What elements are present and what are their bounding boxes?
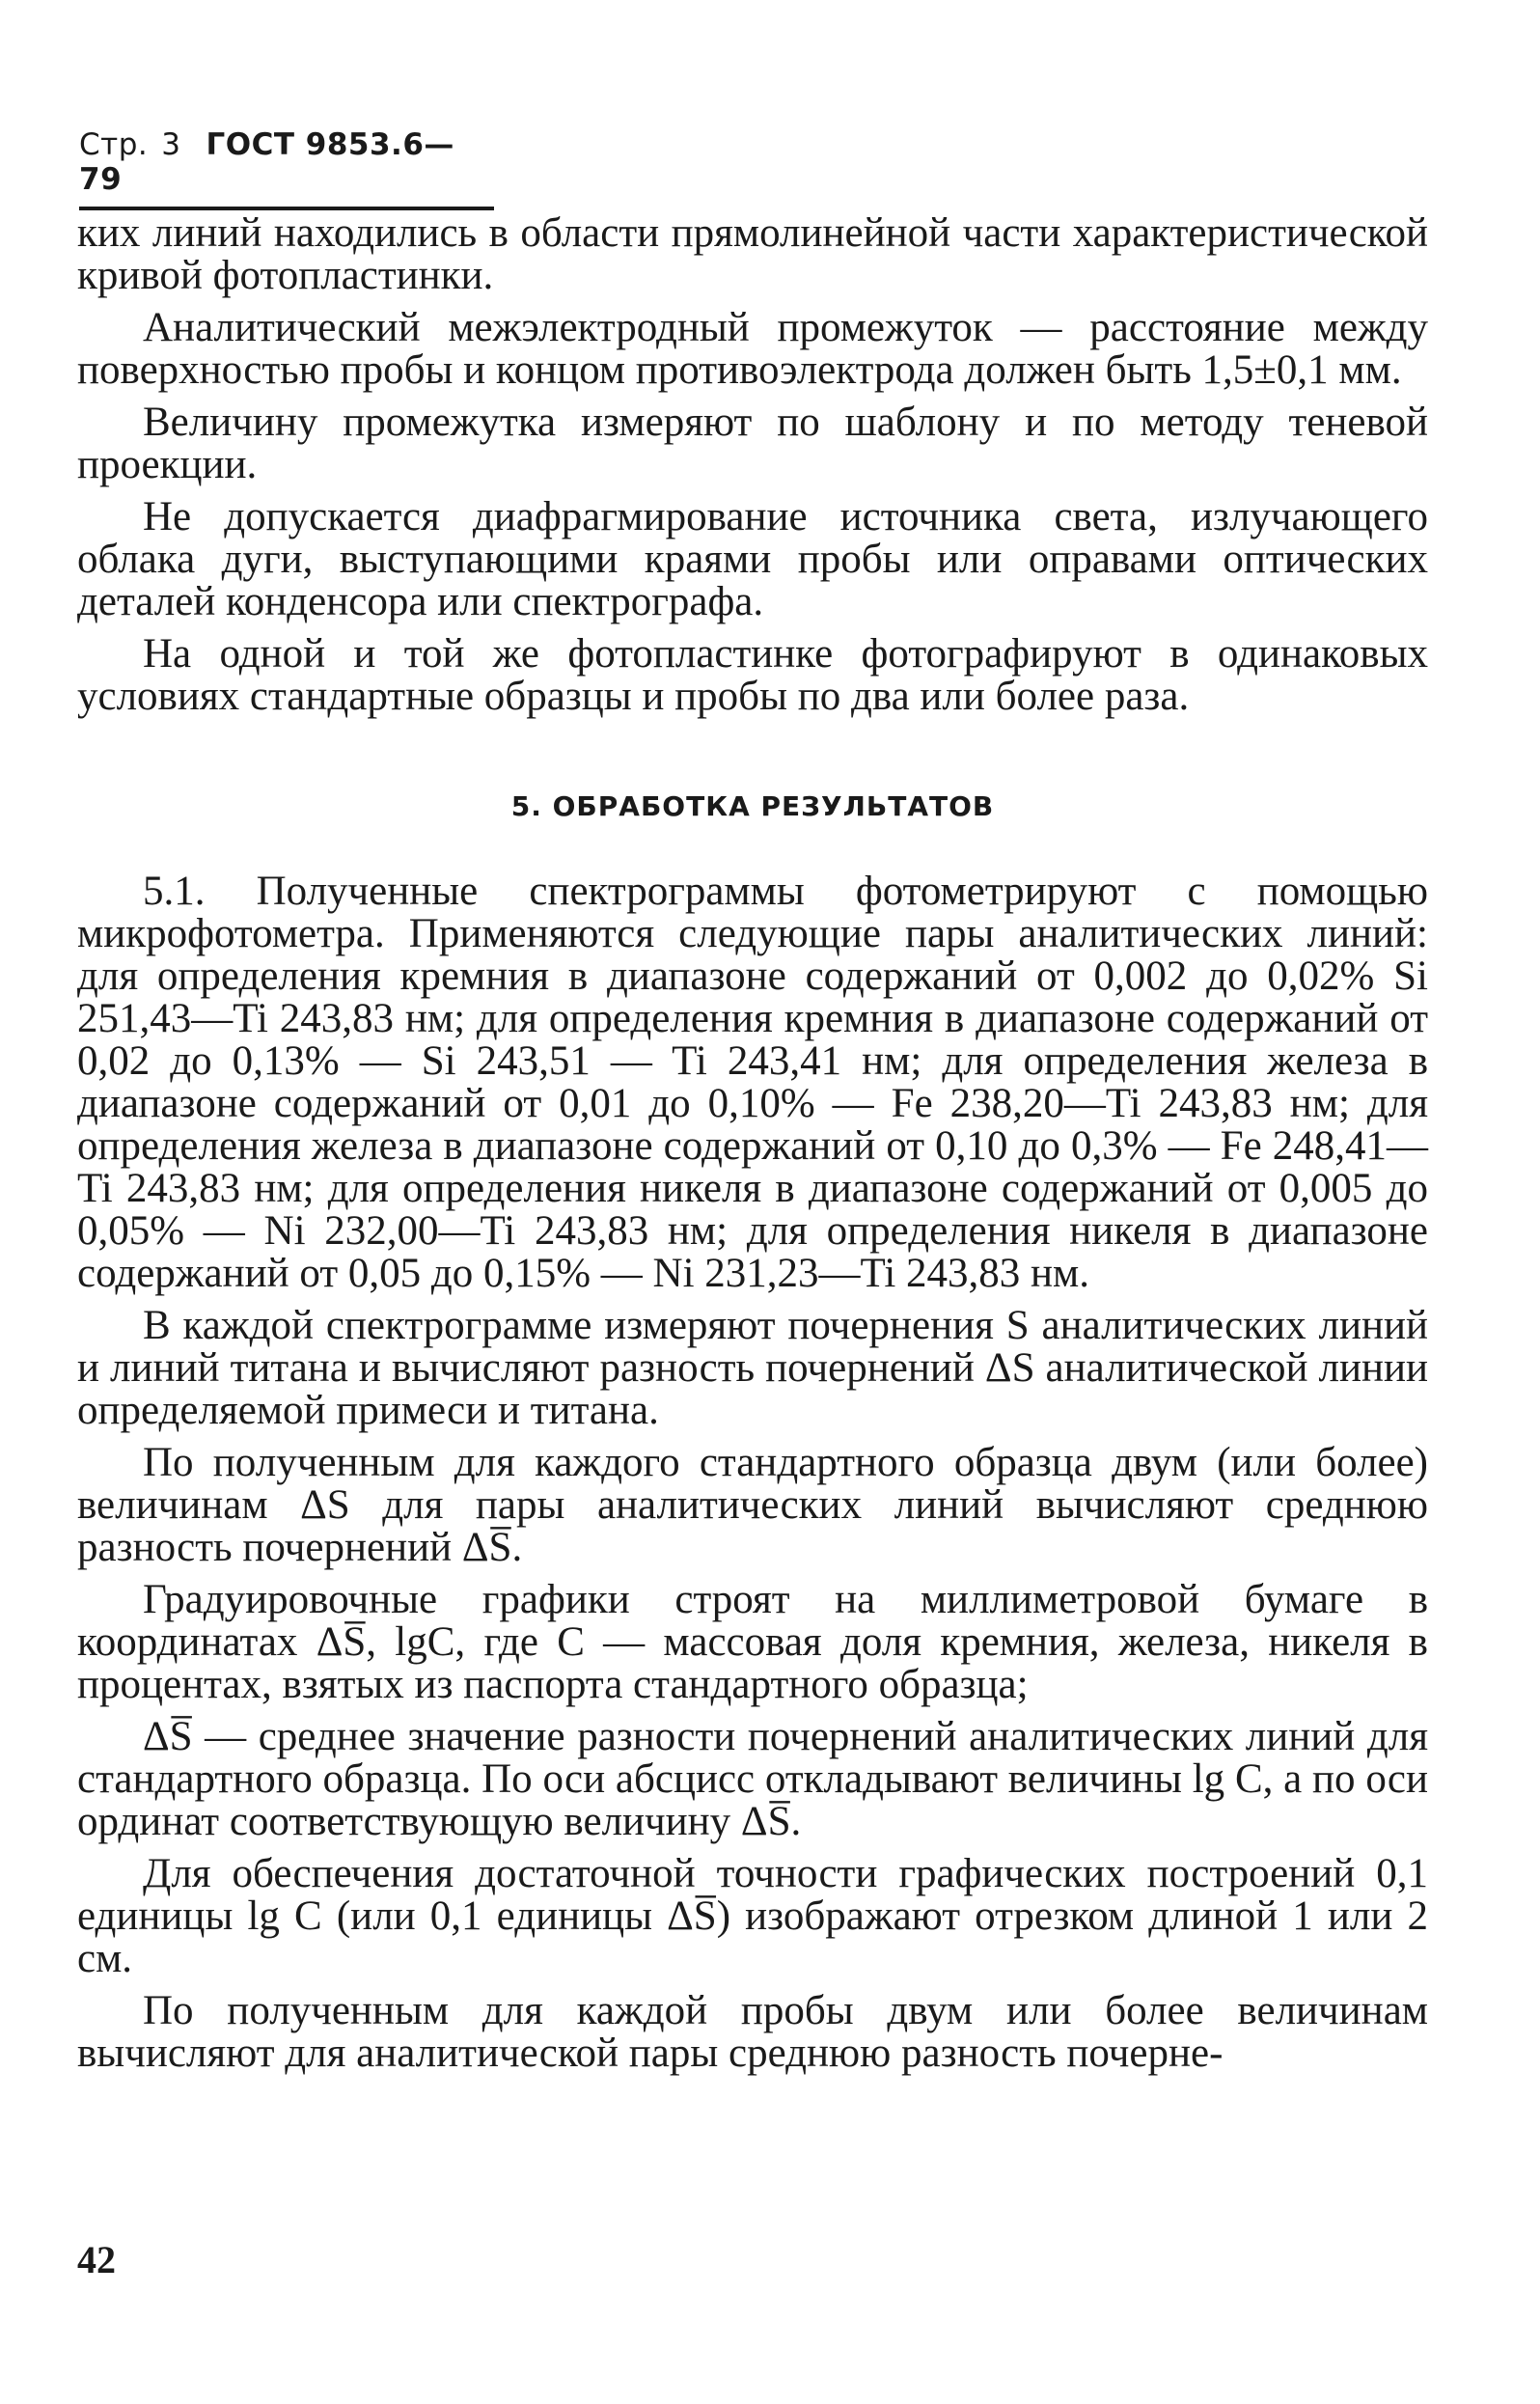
page-label: Стр. [79, 127, 149, 162]
paragraph: В каждой спектрограмме измеряют почернения S аналитических линий и линий титана и вычисляют разность почернений ΔS аналитической линии определяемой примеси и титана. [77, 1303, 1428, 1433]
paragraph: На одной и той же фотопластинке фотографируют в одинаковых условиях стандартные образцы и пробы по два или более раза. [77, 631, 1428, 719]
paragraph: Для обеспечения достаточной точности графических построений 0,1 единицы lg C (или 0,1 единицы ΔS̅) изображают отрезком длиной 1 или 2 см. [77, 1851, 1428, 1981]
page-body [77, 212, 1428, 2085]
section-heading: 5. ОБРАБОТКА РЕЗУЛЬТАТОВ [510, 790, 995, 822]
paragraph: По полученным для каждой пробы двум или более величинам вычисляют для аналитической пары среднюю разность почерне- [77, 1988, 1428, 2076]
paragraph: 5.1. Полученные спектрограммы фотометрируют с помощью микрофотометра. Применяются следующие пары аналитических линий: для определения кремния в диапазоне содержаний от 0,002 до 0,02% Si 251,43—Ti 243,83 нм; для определения кремния в диапазоне содержаний от 0,02 до 0,13% — Si 243,51 — Ti 243,41 нм; для определения железа в диапазоне содержаний от 0,01 до 0,10% — Fe 238,20—Ti 243,83 нм; для определения железа в диапазоне содержаний от 0,10 до 0,3% — Fe 248,41—Ti 243,83 нм; для определения никеля в диапазоне содержаний от 0,005 до 0,05% — Ni 232,00—Ti 243,83 нм; для определения никеля в диапазоне содержаний от 0,05 до 0,15% — Ni 231,23—Ti 243,83 нм. [77, 869, 1428, 1296]
paragraph: По полученным для каждого стандартного образца двум (или более) величинам ΔS для пары аналитических линий вычисляют среднюю разность почернений ΔS̅. [77, 1440, 1428, 1570]
running-header [79, 127, 494, 210]
paragraph: ких линий находились в области прямолинейной части характеристической кривой фотопластинки. [77, 210, 1428, 298]
standard-title: ГОСТ 9853.6—79 [79, 127, 454, 197]
paragraph: Аналитический межэлектродный промежуток — расстояние между поверхностью пробы и концом противоэлектрода должен быть 1,5±0,1 мм. [77, 305, 1428, 393]
paragraph: ΔS̅ — среднее значение разности почернений аналитических линий для стандартного образца. По оси абсцисс откладывают величины lg C, а по оси ординат соответствующую величину ΔS̅. [77, 1714, 1428, 1844]
paragraph: Величину промежутка измеряют по шаблону и по методу теневой проекции. [77, 400, 1428, 487]
header-page-number: 3 [161, 127, 181, 162]
page-number-footer: 42 [77, 2238, 116, 2281]
paragraph: Градуировочные графики строят на миллиметровой бумаге в координатах ΔS̅, lgC, где C — массовая доля кремния, железа, никеля в процентах, взятых из паспорта стандартного образца; [77, 1577, 1428, 1707]
paragraph: Не допускается диафрагмирование источника света, излучающего облака дуги, выступающими краями пробы или оправами оптических деталей конденсора или спектрографа. [77, 494, 1428, 624]
